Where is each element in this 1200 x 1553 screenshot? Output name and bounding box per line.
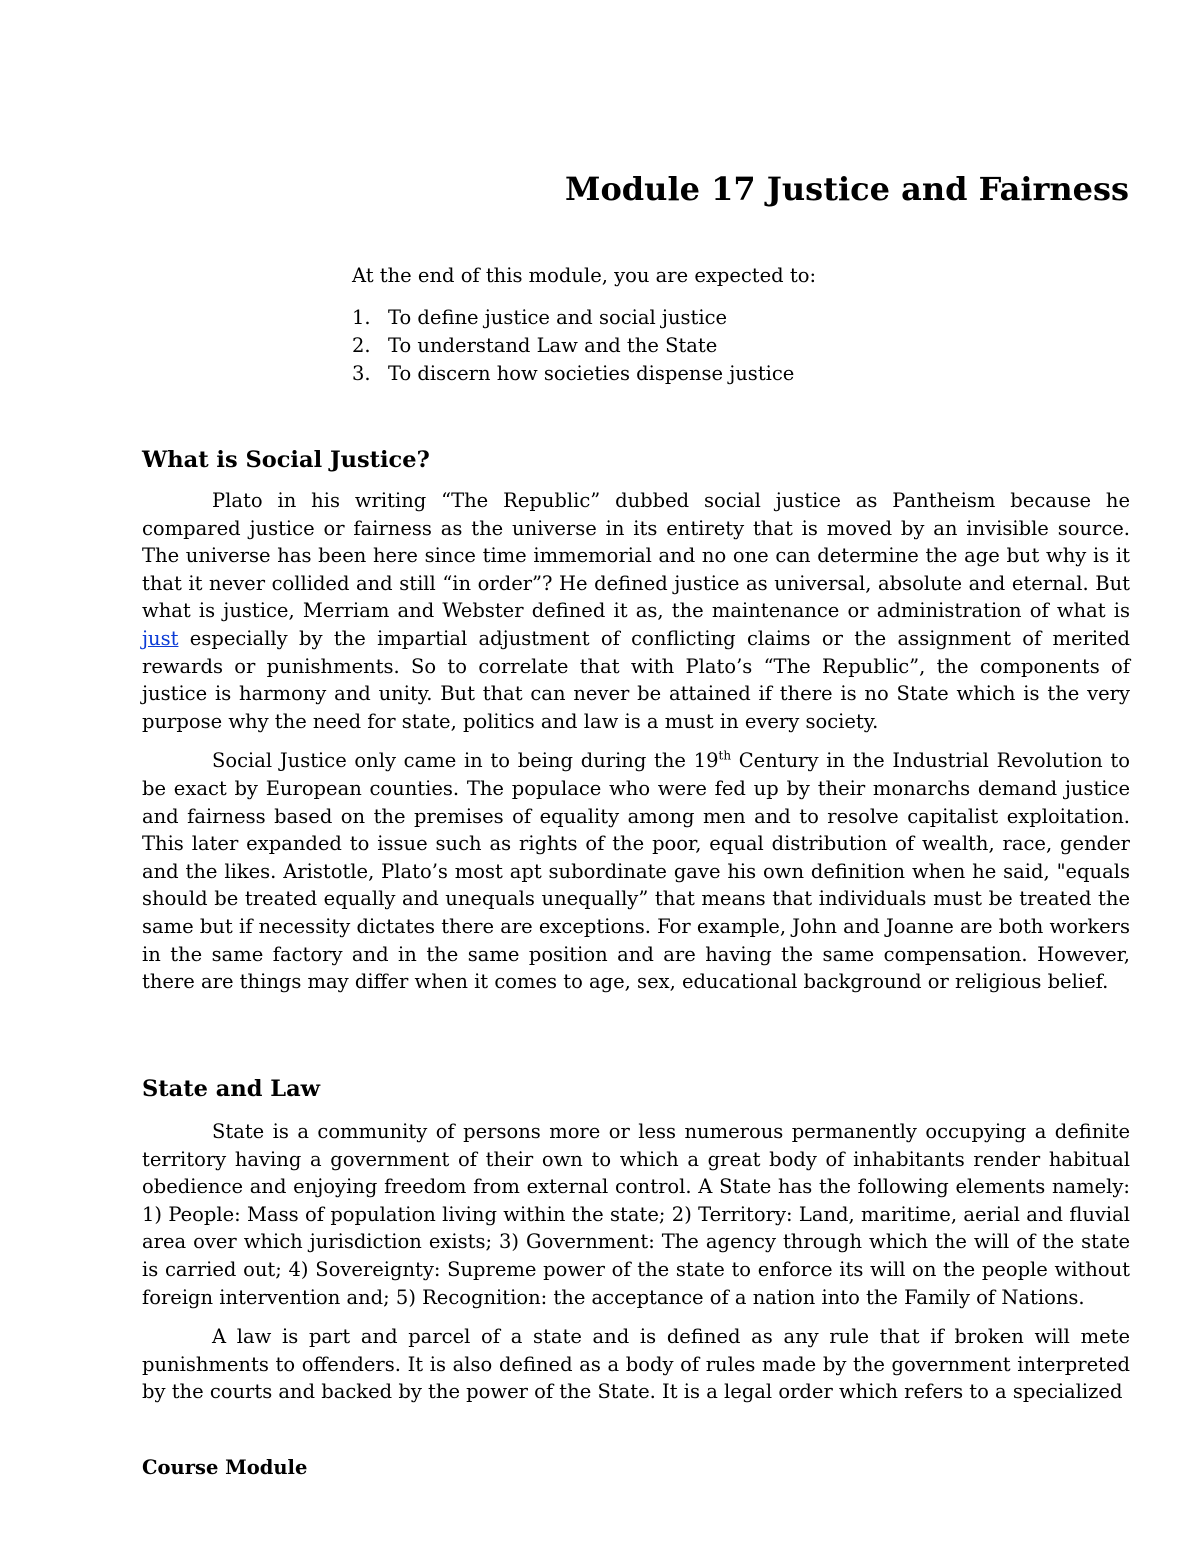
list-item	[352, 332, 1132, 360]
list-item-text: To define justice and social justice	[388, 306, 728, 329]
list-item-number: 1.	[352, 306, 371, 329]
paragraph-text: Plato in his writing “The Republic” dubbed social justice as Pantheism because he compared justice or fairness as the universe in its entirety that is moved by an invisible source. The universe has been here since time immemorial and no one can determine the age but why is it that it never collided and still “in order”? He defined justice as universal, absolute and eternal. But what is justice, Merriam and Webster defined it as, the maintenance or administration of what is	[142, 489, 1130, 623]
section-heading-social-justice: What is Social Justice?	[142, 447, 430, 473]
social-justice-body	[142, 487, 1130, 1008]
paragraph-text: especially by the impartial adjustment of conflicting claims or the assignment of merited rewards or punishments. So to correlate that with Plato’s “The Republic”, the components of justice is harmony and unity. But that can never be attained if there is no State which is the very purpose why the need for state, politics and law is a must in every society.	[142, 626, 1130, 733]
list-item	[352, 304, 1132, 332]
list-item-number: 3.	[352, 362, 371, 385]
footer-label: Course Module	[142, 1456, 308, 1479]
learning-objectives	[352, 262, 1132, 388]
paragraph: A law is part and parcel of a state and is defined as any rule that if broken will mete punishments to offenders. It is also defined as a body of rules made by the government interpreted by the courts and backed by the power of the State. It is a legal order which refers to a specialized	[142, 1325, 1130, 1404]
state-law-body	[142, 1118, 1130, 1418]
paragraph-text: Social Justice only came in to being during the 19	[212, 749, 719, 773]
just-link[interactable]: just	[142, 626, 179, 650]
superscript: th	[718, 748, 732, 763]
section-heading-state-law: State and Law	[142, 1076, 321, 1102]
objectives-intro: At the end of this module, you are expected to:	[352, 264, 817, 287]
module-title: Module 17 Justice and Fairness	[565, 170, 1129, 208]
paragraph-text: Century in the Industrial Revolution to be exact by European counties. The populace who were fed up by their monarchs demand justice and fairness based on the premises of equality among men and to resolve capitalist exploitation. This later expanded to issue such as rights of the poor, equal distribution of wealth, race, gender and the likes. Aristotle, Plato’s most apt subordinate gave his own definition when he said, "equals should be treated equally and unequals unequally” that means that individuals must be treated the same but if necessity dictates there are exceptions. For example, John and Joanne are both workers in the same factory and in the same position and are having the same compensation. However, there are things may differ when it comes to age, sex, educational background or religious belief.	[142, 749, 1131, 994]
paragraph	[142, 747, 1130, 995]
paragraph: State is a community of persons more or less numerous permanently occupying a definite territory having a government of their own to which a great body of inhabitants render habitual obedience and enjoying freedom from external control. A State has the following elements namely: 1) People: Mass of population living within the state; 2) Territory: Land, maritime, aerial and fluvial area over which jurisdiction exists; 3) Government: The agency through which the will of the state is carried out; 4) Sovereignty: Supreme power of the state to enforce its will on the people without foreign intervention and; 5) Recognition: the acceptance of a nation into the Family of Nations.	[142, 1120, 1130, 1309]
list-item	[352, 360, 1132, 388]
list-item-text: To understand Law and the State	[388, 334, 718, 357]
list-item-text: To discern how societies dispense justice	[388, 362, 795, 385]
list-item-number: 2.	[352, 334, 371, 357]
paragraph	[142, 487, 1130, 735]
objectives-list	[352, 304, 1132, 388]
